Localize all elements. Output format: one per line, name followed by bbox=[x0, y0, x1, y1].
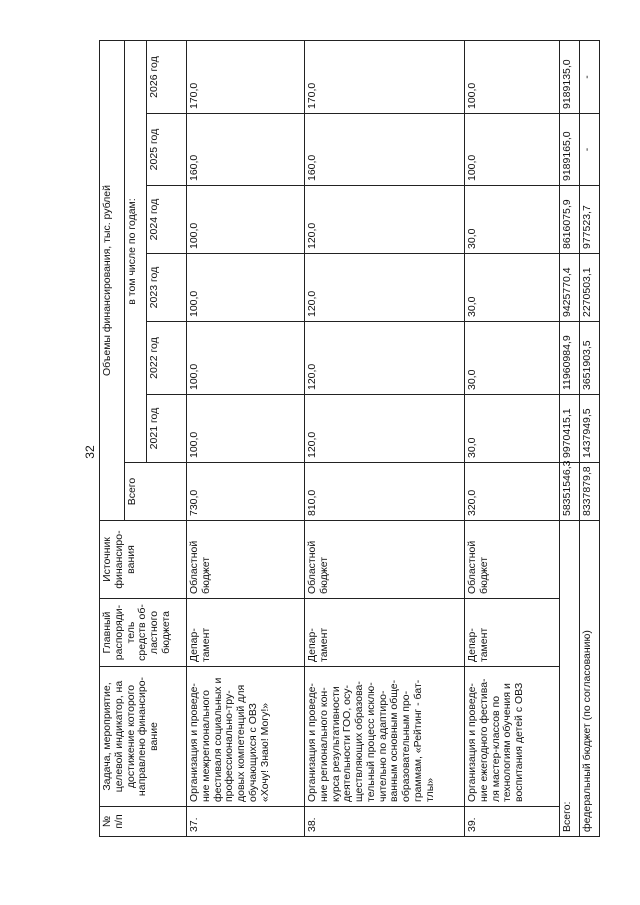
header-source: Источник финансиро-вания bbox=[100, 521, 187, 599]
row-year-value: 100,0 bbox=[187, 322, 305, 395]
header-by-year: в том числе по годам: bbox=[125, 41, 147, 463]
header-task: Задача, мероприятие, целевой индикатор, на достижение которого направлено финансиро-вание bbox=[100, 667, 187, 807]
header-year: 2022 год bbox=[147, 322, 187, 395]
federal-row bbox=[580, 41, 600, 837]
total-year-value: 11960984,9 bbox=[560, 322, 580, 395]
header-total: Всего bbox=[125, 463, 187, 521]
row-total: 730,0 bbox=[187, 463, 305, 521]
row-task: Организация и проведе-ние регионального кон-курса результативности деятельности ГОО, осу-ществляющих образова-тельный процесс исклю-чительно по адаптиро-ванным основным обще-образовательным про-граммам, «Рейтинг - бат-тлы» bbox=[305, 667, 465, 807]
row-year-value: 120,0 bbox=[305, 322, 465, 395]
row-total: 810,0 bbox=[305, 463, 465, 521]
rotated-sheet bbox=[99, 41, 599, 837]
federal-label: федеральный бюджет (по согласованию) bbox=[580, 521, 600, 837]
row-manager: Депар-тамент bbox=[305, 599, 465, 667]
row-year-value: 170,0 bbox=[305, 41, 465, 114]
row-year-value: 100,0 bbox=[187, 254, 305, 322]
row-year-value: 120,0 bbox=[305, 186, 465, 254]
row-year-value: 120,0 bbox=[305, 395, 465, 463]
row-year-value: 30,0 bbox=[465, 395, 560, 463]
header-manager: Главный распоряди-тель средств об-ластного бюджета bbox=[100, 599, 187, 667]
header-year: 2021 год bbox=[147, 395, 187, 463]
row-year-value: 100,0 bbox=[187, 395, 305, 463]
row-year-value: 170,0 bbox=[187, 41, 305, 114]
row-year-value: 30,0 bbox=[465, 322, 560, 395]
row-source: Областной бюджет bbox=[187, 521, 305, 599]
total-year-value: 8616075,9 bbox=[560, 186, 580, 254]
total-year-value: 9425770,4 bbox=[560, 254, 580, 322]
federal-year-value: 3651903,5 bbox=[580, 322, 600, 395]
row-year-value: 100,0 bbox=[187, 186, 305, 254]
federal-year-value: 977523,7 bbox=[580, 186, 600, 254]
header-num: № п/п bbox=[100, 807, 187, 837]
row-year-value: 160,0 bbox=[305, 114, 465, 186]
row-num: 37. bbox=[187, 807, 305, 837]
total-value: 58351546,3 bbox=[560, 463, 580, 521]
header-year: 2026 год bbox=[147, 41, 187, 114]
row-year-value: 120,0 bbox=[305, 254, 465, 322]
federal-year-value: 2270503,1 bbox=[580, 254, 600, 322]
total-year-value: 9970415,1 bbox=[560, 395, 580, 463]
table-row bbox=[305, 41, 465, 837]
financing-table bbox=[99, 40, 600, 837]
page-number: 32 bbox=[83, 445, 97, 459]
row-source: Областной бюджет bbox=[465, 521, 560, 599]
row-year-value: 100,0 bbox=[465, 41, 560, 114]
row-manager: Депар-тамент bbox=[187, 599, 305, 667]
total-year-value: 9189135,0 bbox=[560, 41, 580, 114]
total-label: Всего: bbox=[560, 521, 580, 837]
header-year: 2024 год bbox=[147, 186, 187, 254]
row-num: 38. bbox=[305, 807, 465, 837]
federal-value: 8337879,8 bbox=[580, 463, 600, 521]
header-year: 2023 год bbox=[147, 254, 187, 322]
federal-year-value: 1437949,5 bbox=[580, 395, 600, 463]
federal-year-value: - bbox=[580, 41, 600, 114]
row-task: Организация и проведе-ние ежегодного фестива-ля мастер-классов по технологиям обучения и воспитания детей с ОВЗ bbox=[465, 667, 560, 807]
total-row bbox=[560, 41, 580, 837]
row-total: 320,0 bbox=[465, 463, 560, 521]
row-manager: Депар-тамент bbox=[465, 599, 560, 667]
table-row bbox=[465, 41, 560, 837]
table-row bbox=[187, 41, 305, 837]
total-year-value: 9189165,0 bbox=[560, 114, 580, 186]
row-task: Организация и проведе-ние межрегионального фестиваля социальных и профессионально-тру-довых компетенций для обучающихся с ОВЗ «Хочу! Знаю! Могу!» bbox=[187, 667, 305, 807]
header-year: 2025 год bbox=[147, 114, 187, 186]
federal-year-value: - bbox=[580, 114, 600, 186]
row-year-value: 30,0 bbox=[465, 254, 560, 322]
row-num: 39. bbox=[465, 807, 560, 837]
row-year-value: 30,0 bbox=[465, 186, 560, 254]
row-year-value: 160,0 bbox=[187, 114, 305, 186]
row-year-value: 100,0 bbox=[465, 114, 560, 186]
header-volumes: Объемы финансирования, тыс. рублей bbox=[100, 41, 125, 521]
row-source: Областной бюджет bbox=[305, 521, 465, 599]
